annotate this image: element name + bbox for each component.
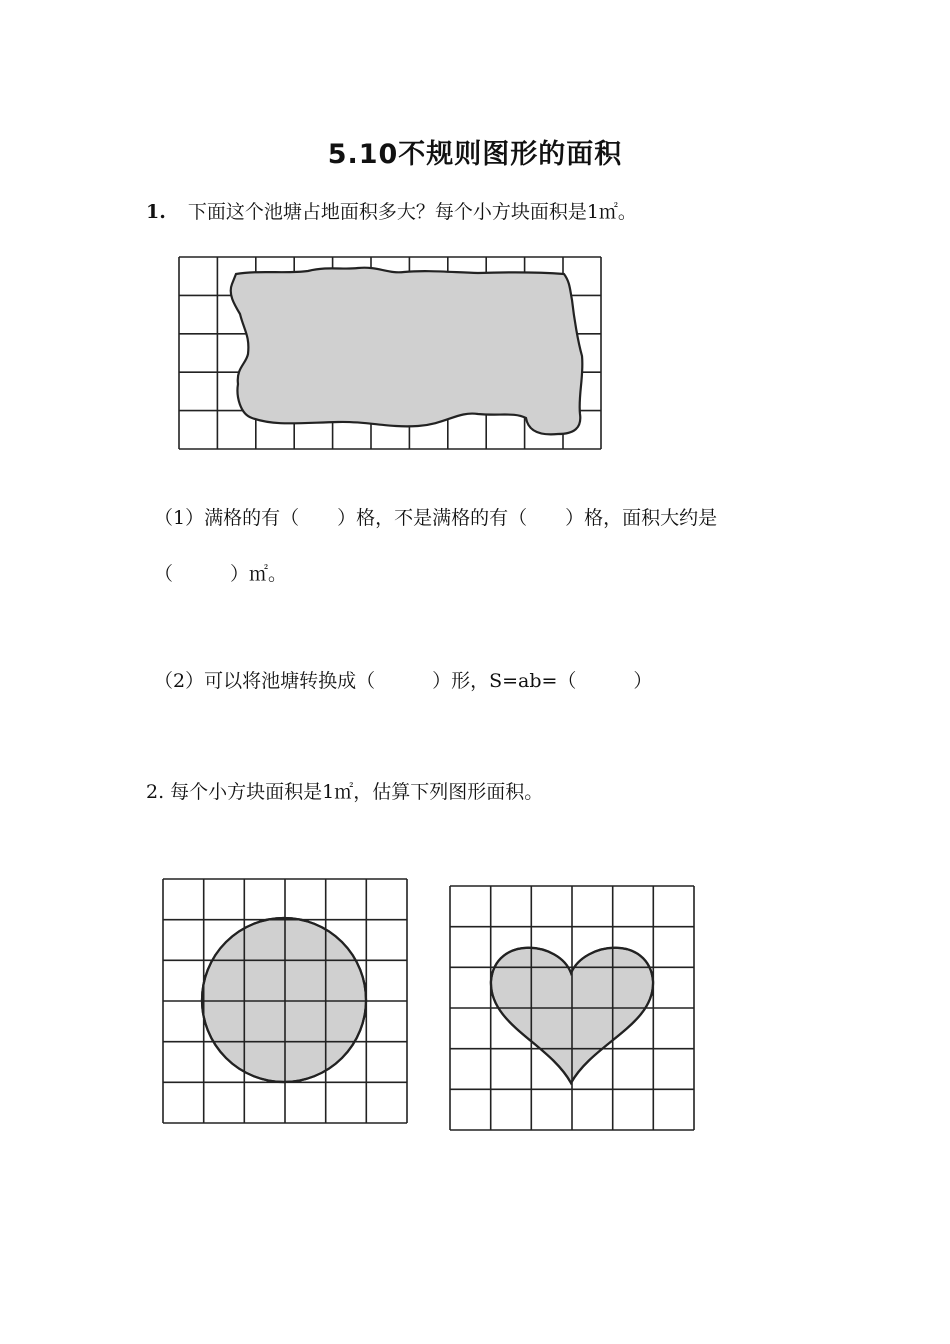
question-1 (146, 197, 637, 224)
question-1-sub-1-continued: （ ）㎡。 (154, 563, 288, 585)
question-1-number: 1. (146, 201, 166, 223)
question-2: 2. 每个小方块面积是1㎡，估算下列图形面积。 (146, 781, 544, 803)
question-1-text: 下面这个池塘占地面积多大？每个小方块面积是1㎡。 (187, 201, 637, 223)
question-1-sub-1: （1）满格的有（ ）格，不是满格的有（ ）格，面积大约是 (154, 507, 718, 529)
circle-grid-lines (163, 879, 407, 1123)
circle-grid-figure (162, 878, 408, 1124)
heart-grid-lines (450, 886, 694, 1130)
pond-grid-figure (178, 256, 602, 450)
heart-grid-figure (449, 885, 695, 1131)
question-1-sub-2: （2）可以将池塘转换成（ ）形，S=ab=（ ） (154, 670, 653, 692)
page-title: 5.10不规则图形的面积 (327, 139, 623, 170)
pond-icon (231, 268, 583, 435)
